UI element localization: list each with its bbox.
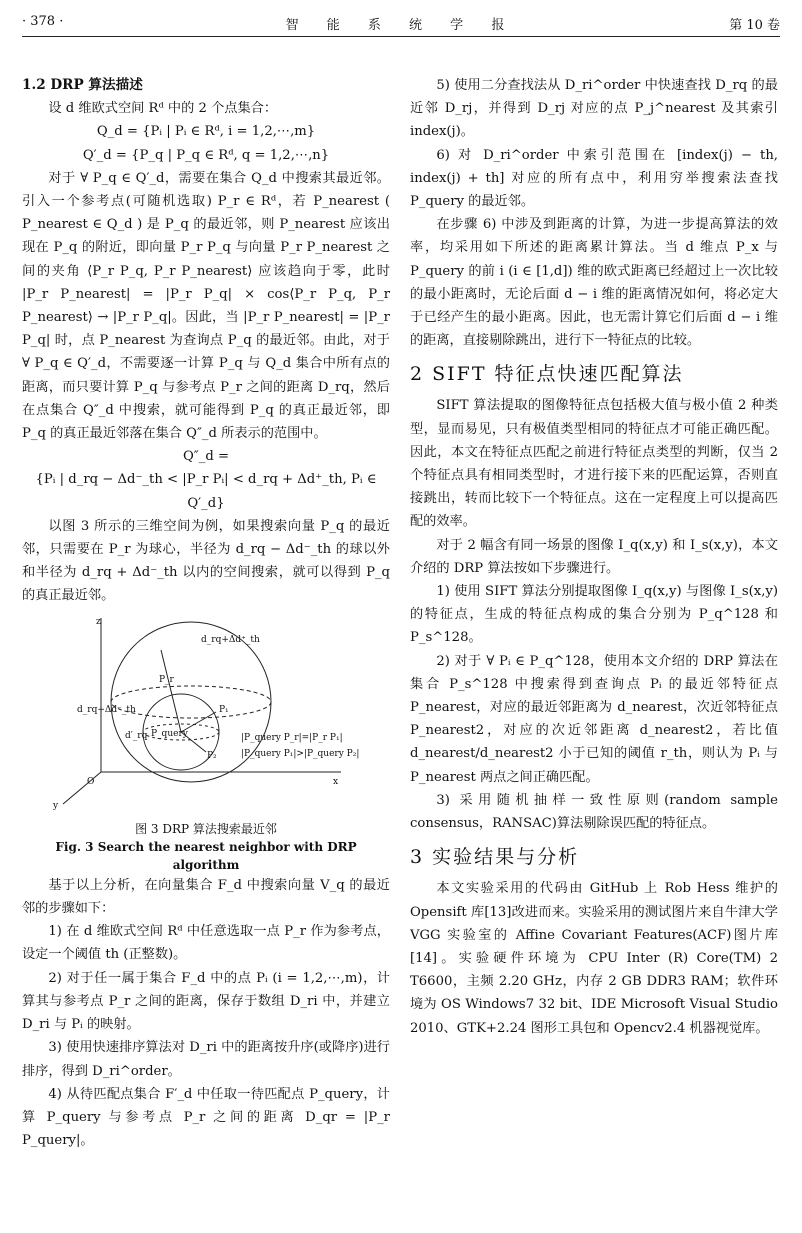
equation: Q′_d = {P_q | P_q ∈ Rᵈ, q = 1,2,⋯,n} (82, 147, 330, 163)
section-3-heading: 3 实验结果与分析 (410, 846, 580, 869)
section-2-heading: 2 SIFT 特征点快速匹配算法 (410, 363, 684, 386)
step-item: 2) 对于 ∀ Pᵢ ∈ P_q^128，使用本文介绍的 DRP 算法在集合 P_s^128 中搜索得到查询点 Pᵢ 的最近邻特征点 P_nearest，对应的最近邻距离为 d_nearest，次近邻特征点 P_nearest2，对应的次近邻距离 d_nearest2，若比值 d_nearest/d_nearest2 小于已知的阈值 r_th，则认为 Pᵢ 与 P_nearest 两点之间正确匹配。 (410, 653, 778, 785)
drp-sphere-diagram (41, 612, 371, 812)
paragraph: 设 d 维欧式空间 Rᵈ 中的 2 个点集合： (48, 101, 278, 117)
label-eq2: |P_query P₁|>|P_query P₂| (241, 748, 360, 759)
subsection-heading: 1.2 DRP 算法描述 (22, 77, 143, 93)
left-column (22, 74, 390, 1152)
step-item: 5) 使用二分查找法从 D_ri^order 中快速查找 D_rq 的最近邻 D_rj，并得到 D_rj 对应的点 P_j^nearest 及其索引 index(j)。 (410, 78, 778, 140)
equation: Q″_d = (182, 449, 229, 465)
step-item: 6) 对 D_ri^order 中索引范围在 [index(j) − th, index(j) + th] 对应的所有点中，利用穷举搜索法查找 P_query 的最近邻。 (410, 147, 778, 210)
step-item: 3) 使用快速排序算法对 D_ri 中的距离按升序(或降序)进行排序，得到 D_ri^order。 (22, 1040, 390, 1079)
label-p2: P₂ (207, 750, 217, 761)
label-z: z (96, 616, 101, 627)
paragraph: 对于 ∀ P_q ∈ Q′_d，需要在集合 Q_d 中搜索其最近邻。引入一个参考点(可随机选取) P_r ∈ Rᵈ，若 P_nearest ( P_nearest ∈ Q_d ) 是 P_q 的最近邻，则 P_nearest 应该出现在 P_q 的附近，即向量 P_r P_q 与向量 P_r P_nearest 之间的夹角 ⟨P_r P_q, P_r P_nearest⟩ 应该趋向于零，此时 |P_r P_nearest| = |P_r P_q| × cos⟨P_r P_q, P_r P_nearest⟩ → |P_r P_q|。因此，当 |P_r P_nearest| = |P_r P_q| 时，点 P_nearest 为查询点 P_q 的最近邻。由此，对于 ∀ P_q ∈ Q′_d，不需要逐一计算 P_q 与 Q_d 集合中所有点的距离，而只要计算 P_q 与参考点 P_r 之间的距离 D_rq，然后在点集合 Q″_d 中搜索，就可能得到 P_q 的真正最近邻，即 P_q 的真正最近邻落在集合 Q″_d 所表示的范围中。 (22, 170, 390, 442)
label-outer-radius: d_rq+Δd⁺_th (201, 634, 260, 645)
page-number: · 378 · (22, 14, 64, 29)
right-column (410, 74, 778, 1040)
figure-caption-cn: 图 3 DRP 算法搜索最近邻 (135, 821, 277, 836)
volume-label: 第 10 卷 (729, 18, 780, 33)
label-mid-radius: d_rq+Δd⁻_th (77, 704, 136, 715)
page-header (22, 14, 780, 37)
paragraph: 对于 2 幅含有同一场景的图像 I_q(x,y) 和 I_s(x,y)，本文介绍的 DRP 算法按如下步骤进行。 (410, 537, 778, 576)
paragraph: 以图 3 所示的三维空间为例，如果搜索向量 P_q 的最近邻，只需要在 P_r 为球心，半径为 d_rq − Δd⁻_th 的球以外和半径为 d_rq + Δd⁻_th 以内的空间搜索，就可以得到 P_q 的真正最近邻。 (22, 518, 390, 604)
y-axis (63, 772, 101, 804)
step-item: 1) 在 d 维欧式空间 Rᵈ 中任意选取一点 P_r 作为参考点，设定一个阈值 th (正整数)。 (22, 924, 390, 963)
journal-title: 智 能 系 统 学 报 (285, 18, 517, 33)
label-pr: P_r (159, 674, 174, 685)
label-pquery: P_query (151, 728, 188, 739)
step-item: 3) 采用随机抽样一致性原则(random sample consensus，RANSAC)算法剔除误匹配的特征点。 (410, 792, 778, 832)
paragraph: 本文实验采用的代码由 GitHub 上 Rob Hess 维护的 Opensift 库[13]改进而来。实验采用的测试图片来自牛津大学 VGG 实验室的 Affine Covariant Features(ACF)图片库[14]。实验硬件环境为 CPU Inter (R) Core(TM) 2 T6600，主频 2.20 GHz，内存 2 GB DDR3 RAM；软件环境为 OS Windows7 32 bit、IDE Microsoft Visual Studio 2010、GTK+2.24 图形工具包和 Opencv2.4 机器视觉库。 (410, 881, 778, 1036)
figure-3 (22, 612, 390, 874)
label-x: x (333, 776, 339, 787)
label-p1: P₁ (219, 704, 229, 715)
label-eq1: |P_query P_r|=|P_r P₁| (241, 732, 343, 743)
paragraph: 基于以上分析，在向量集合 F_d 中搜索向量 V_q 的最近邻的步骤如下： (22, 877, 390, 917)
paragraph: 在步骤 6) 中涉及到距离的计算，为进一步提高算法的效率，均采用如下所述的距离累计算法。当 d 维点 P_x 与 P_query 的前 i (i ∈ [1,d]) 维的欧式距离已经超过上一次比较的最小距离时，无论后面 d − i 维的距离情况如何，将必定大于已经产生的最小距离。因此，也无需计算它们后面 d − i 维的距离，直接剔除跳出，进行下一特征点的比较。 (410, 217, 778, 349)
step-item: 1) 使用 SIFT 算法分别提取图像 I_q(x,y) 与图像 I_s(x,y) 的特征点，生成的特征点构成的集合分别为 P_q^128 和 P_s^128。 (410, 584, 778, 646)
label-origin: O (87, 776, 95, 787)
paragraph: SIFT 算法提取的图像特征点包括极大值与极小值 2 种类型，显而易见，只有极值类型相同的特征点才可能正确匹配。因此，本文在特征点匹配之前进行特征点类型的判断，仅当 2 个特征点具有相同类型时，才进行接下来的匹配运算，否则直接跳出，转而比较下一个特征点。这在一定程度上可以提高匹配的效率。 (410, 398, 778, 530)
label-y: y (53, 800, 59, 811)
label-drq: d′_rq (125, 730, 148, 741)
equation: {Pᵢ | d_rq − Δd⁻_th < |P_r Pᵢ| < d_rq + Δd⁺_th, Pᵢ ∈ Q′_d} (35, 472, 377, 511)
step-item: 4) 从待匹配点集合 F′_d 中任取一待匹配点 P_query，计算 P_query 与参考点 P_r 之间的距离 D_qr = |P_r P_query|。 (22, 1086, 390, 1149)
step-item: 2) 对于任一属于集合 F_d 中的点 Pᵢ (i = 1,2,⋯,m)，计算其与参考点 P_r 之间的距离，保存于数组 D_ri 中，并建立 D_ri 与 Pᵢ 的映射。 (22, 970, 390, 1033)
figure-caption-en: Fig. 3 Search the nearest neighbor with DRP algorithm (55, 839, 357, 872)
equation: Q_d = {Pᵢ | Pᵢ ∈ Rᵈ, i = 1,2,⋯,m} (96, 124, 316, 140)
radius-line (161, 650, 181, 732)
